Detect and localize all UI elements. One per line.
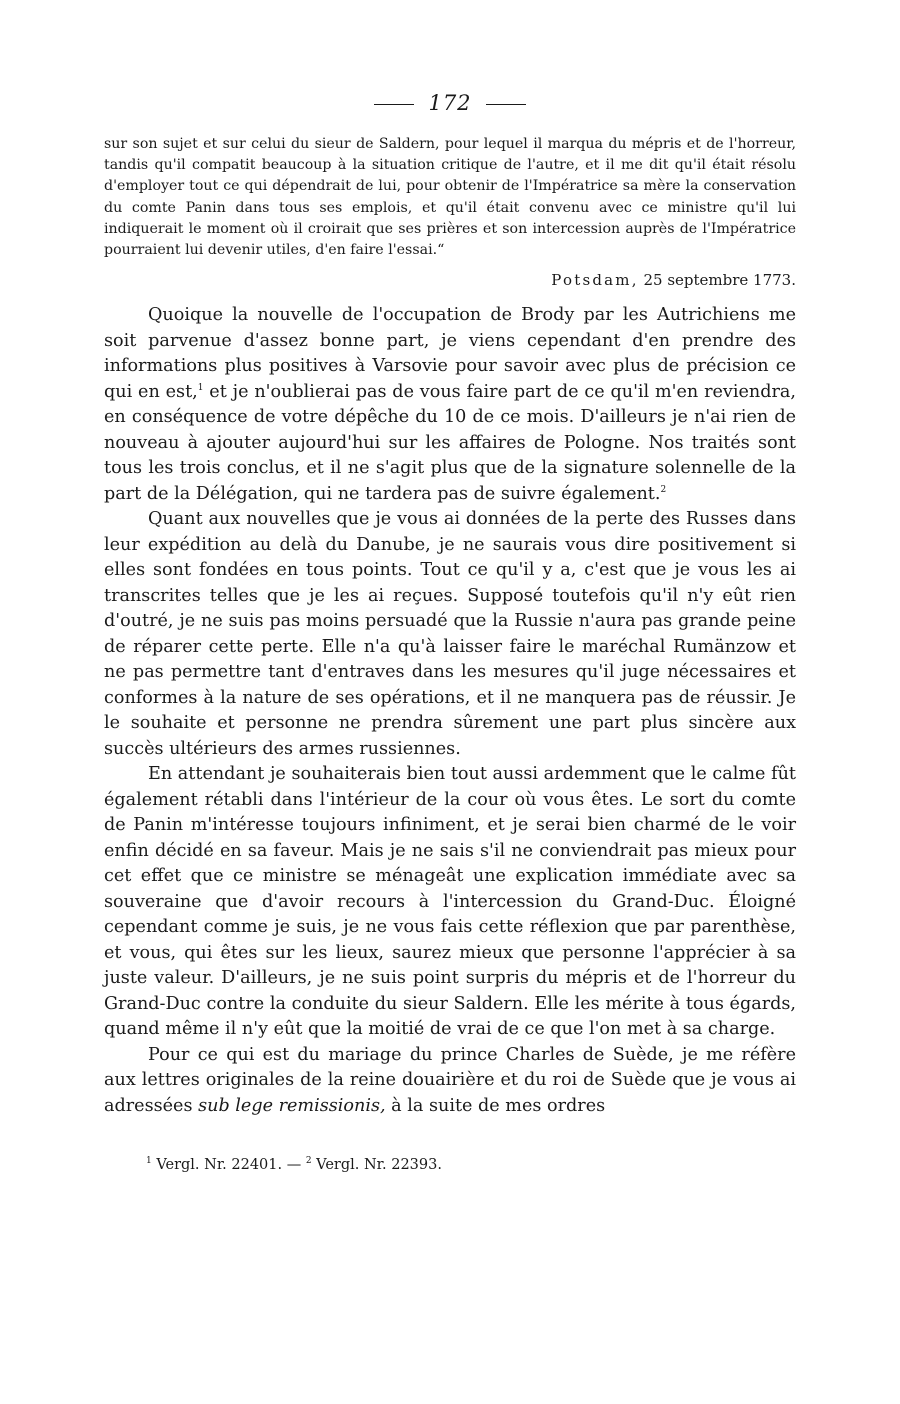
paragraph-4-part-a: Pour ce qui est du mariage du prince Charles de Suède, je me réfère aux lettres originales de la reine douairière et du roi de Suède que je vous ai adressées (104, 1044, 796, 1116)
footnotes (104, 1155, 796, 1175)
paragraph-2: Quant aux nouvelles que je vous ai données de la perte des Russes dans leur expédition au delà du Danube, je ne saurais vous dire positivement si elles sont fondées en tous points. Tout ce qu'il y a, c'est que je vous les ai transcrites telles que je les ai reçues. Supposé toutefois qu'il n'y eût rien d'outré, je ne suis pas moins persuadé que la Russie n'aura pas grande peine de réparer cette perte. Elle n'a qu'à laisser faire le maréchal Rumänzow et ne pas permettre tant d'entraves dans les mesures qu'il juge nécessaires et conformes à la nature de ses opérations, et il ne manquera pas de réussir. Je le souhaite et personne ne prendra sûrement une part plus sincère aux succès ultérieurs des armes russiennes. (104, 509, 796, 759)
paragraph-1-part-b: et je n'oublierai pas de vous faire part de ce qu'il m'en reviendra, en conséquence de votre dépêche du 10 de ce mois. D'ailleurs je n'ai rien de nouveau à ajouter aujourd'hui sur les affaires de Pologne. Nos traités sont tous les trois conclus, et il ne s'agit plus que de la signature solennelle de la part de la Délégation, qui ne tardera pas de suivre également. (104, 381, 796, 504)
paragraph-1 (104, 303, 796, 507)
dateline (104, 269, 796, 291)
footnote-ref-1: 1 (197, 382, 204, 393)
quoted-passage: sur son sujet et sur celui du sieur de Saldern, pour lequel il marqua du mépris et de l'horreur, tandis qu'il compatit beaucoup à la situation critique de l'autre, et il me dit qu'il était résolu d'employer tout ce qui dépendrait de lui, pour obtenir de l'Impératrice sa mère la conservation du comte Panin dans tous ses emplois, et qu'il était convenu avec ce ministre qu'il lui indiquerait le moment où il croirait que ses prières et son intercession auprès de l'Impératrice pourraient lui devenir utiles, d'en faire l'essai.“ (104, 136, 796, 259)
latin-phrase: sub lege remissionis, (198, 1095, 386, 1116)
paragraph-1-part-a: Quoique la nouvelle de l'occupation de Brody par les Autrichiens me soit parvenue d'assez bonne part, je viens cependant d'en prendre des informations plus positives à Varsovie pour savoir avec plus de précision ce qui en est, (104, 305, 796, 402)
dateline-date: 25 septembre 1773. (643, 271, 796, 290)
paragraph-4-part-b: à la suite de mes ordres (385, 1095, 606, 1116)
footnote-text-1: Vergl. Nr. 22401. — (151, 1157, 306, 1174)
paragraph-4 (104, 1043, 796, 1120)
footnote-ref-2: 2 (660, 484, 667, 495)
page (104, 88, 796, 1175)
page-header (104, 88, 796, 118)
dateline-place: Potsdam, (551, 271, 639, 290)
paragraph-3: En attendant je souhaiterais bien tout aussi ardemment que le calme fût également rétabli dans l'intérieur de la cour où vous êtes. Le sort du comte de Panin m'intéresse toujours infiniment, et je serai bien charmé de le voir enfin décidé en sa faveur. Mais je ne sais s'il ne conviendrait pas mieux pour cet effet que ce ministre se ménageât une explication immédiate avec sa souveraine que d'avoir recours à l'intercession du Grand-Duc. Éloigné cependant comme je suis, je ne vous fais cette réflexion que par parenthèse, et vous, qui êtes sur les lieux, saurez mieux que personne l'apprécier à sa juste valeur. D'ailleurs, je ne suis point surpris du mépris et de l'horreur du Grand-Duc contre la conduite du sieur Saldern. Elle les mérite à tous égards, quand même il n'y eût que la moitié de vrai de ce que l'on met à sa charge. (104, 764, 796, 1040)
footnote-mark-2: 2 (305, 1156, 312, 1167)
header-rule-right (486, 104, 526, 105)
footnote-mark-1: 1 (146, 1156, 152, 1167)
footnote-text-2: Vergl. Nr. 22393. (311, 1157, 442, 1174)
header-rule-left (374, 104, 414, 105)
page-number: 172 (428, 91, 472, 115)
